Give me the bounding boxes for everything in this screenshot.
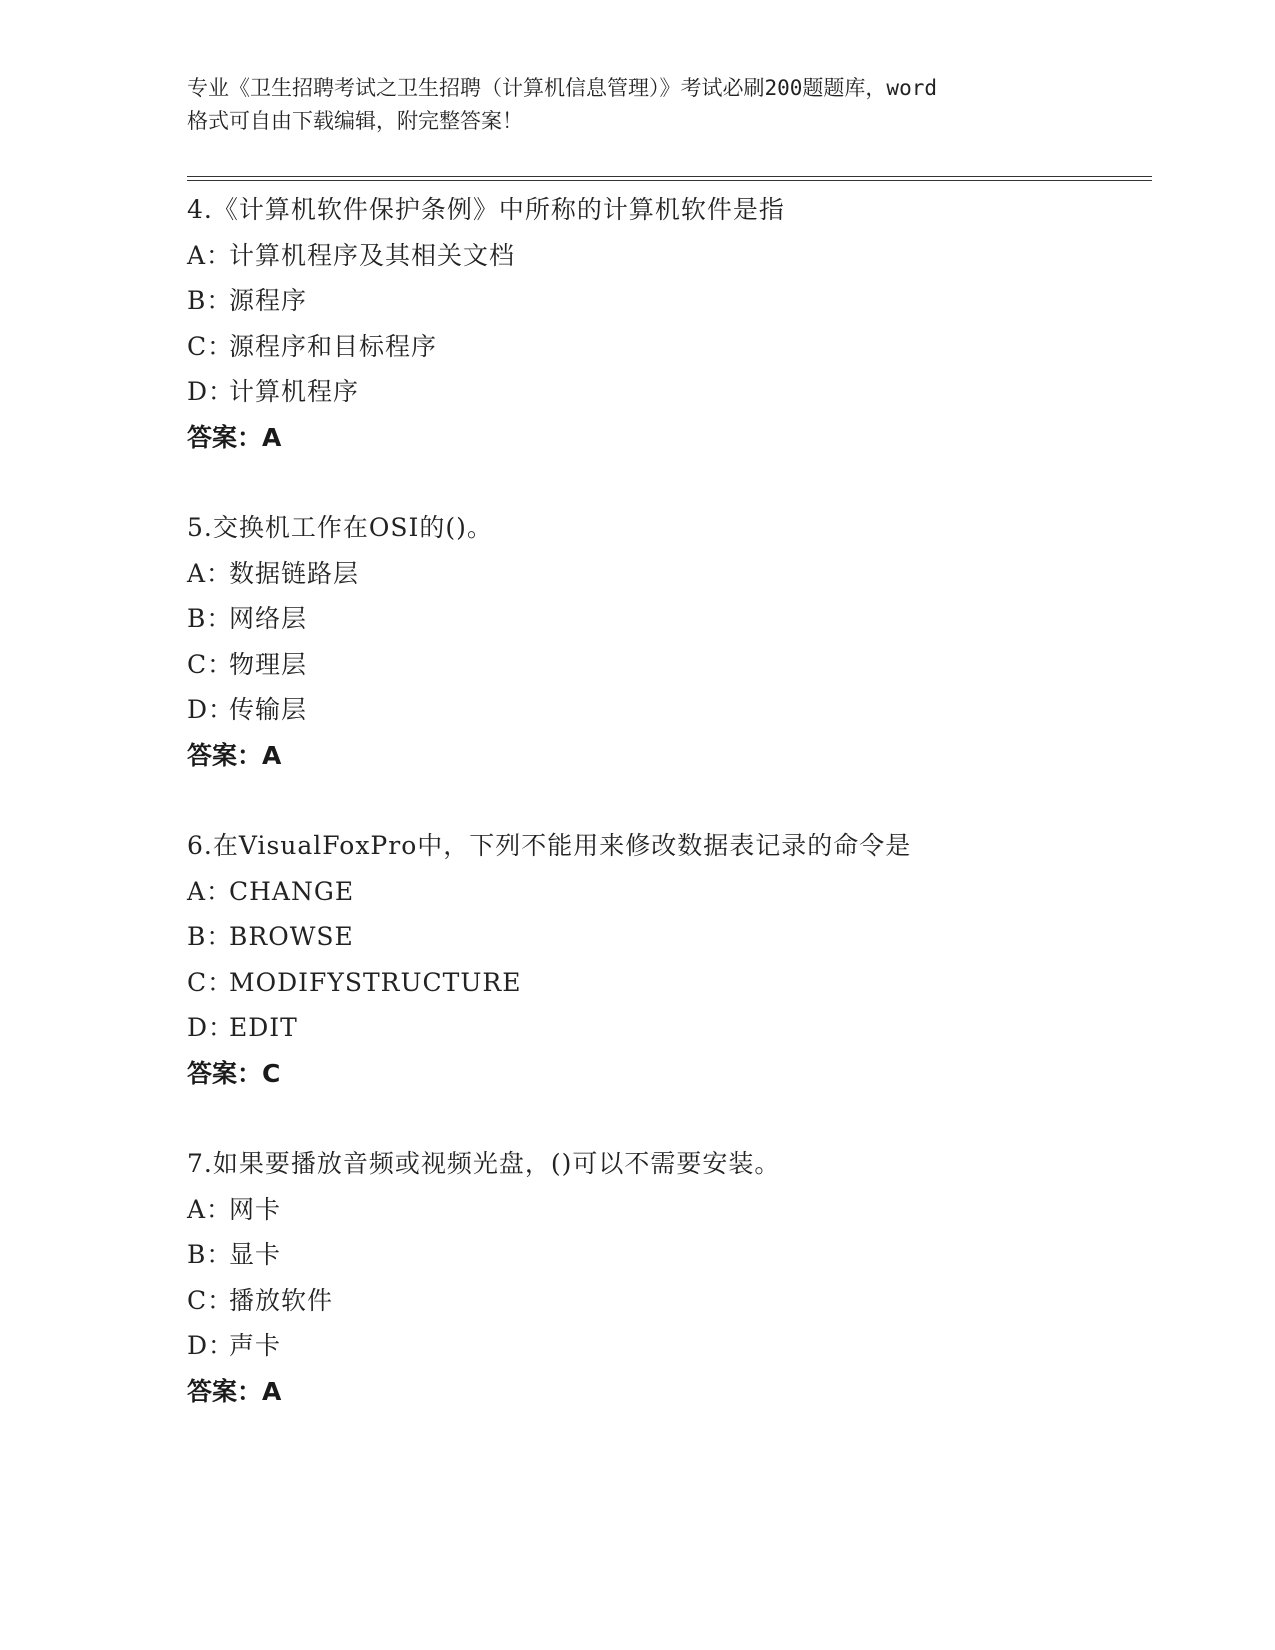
option-label: D：: [187, 695, 235, 724]
question-stem: 4.《计算机软件保护条例》中所称的计算机软件是指: [187, 195, 785, 224]
option-text: 源程序和目标程序: [229, 331, 438, 361]
answer-line: 答案：A: [187, 422, 282, 452]
option-label: D：: [187, 1013, 235, 1042]
option-b: [187, 596, 1147, 642]
option-c: [187, 1278, 1147, 1324]
option-label: C：: [187, 331, 234, 361]
option-d: [187, 1005, 1147, 1051]
option-text: 物理层: [229, 649, 308, 679]
option-c: [187, 960, 1147, 1006]
answer-line: 答案：C: [187, 1058, 281, 1088]
option-label: B：: [187, 1240, 233, 1269]
option-label: C：: [187, 1285, 234, 1315]
option-b: [187, 914, 1147, 960]
option-label: C：: [187, 967, 234, 997]
option-d: [187, 1323, 1147, 1369]
header-line-1: 专业《卫生招聘考试之卫生招聘（计算机信息管理）》考试必刷200题题库，word: [187, 76, 937, 100]
option-text: 传输层: [229, 695, 308, 724]
option-label: D：: [187, 1331, 235, 1360]
option-label: A：: [187, 1194, 233, 1224]
question-stem: 6.在VisualFoxPro中，下列不能用来修改数据表记录的命令是: [187, 831, 912, 860]
answer-line: 答案：A: [187, 1376, 282, 1406]
option-b: [187, 278, 1147, 324]
header-divider: [187, 176, 1152, 182]
option-a: [187, 233, 1147, 279]
question-5: [187, 505, 1147, 778]
header-line-2: 格式可自由下载编辑，附完整答案！: [187, 109, 523, 133]
option-b: [187, 1232, 1147, 1278]
option-text: 数据链路层: [229, 558, 360, 588]
option-text: BROWSE: [229, 922, 354, 951]
question-stem: 5.交换机工作在OSI的()。: [187, 513, 493, 542]
option-a: [187, 1187, 1147, 1233]
option-label: C：: [187, 649, 234, 679]
option-label: B：: [187, 286, 233, 315]
question-6: [187, 823, 1147, 1096]
option-text: 声卡: [229, 1331, 282, 1360]
option-text: 计算机程序及其相关文档: [229, 240, 516, 270]
document-header: [187, 72, 1087, 138]
option-d: [187, 687, 1147, 733]
question-stem: 7.如果要播放音频或视频光盘，()可以不需要安装。: [187, 1149, 781, 1178]
option-a: [187, 551, 1147, 597]
option-label: B：: [187, 922, 233, 951]
option-text: 源程序: [229, 286, 308, 315]
option-text: 显卡: [229, 1240, 282, 1269]
option-text: 网络层: [229, 604, 308, 633]
option-text: MODIFYSTRUCTURE: [229, 967, 522, 997]
option-a: [187, 869, 1147, 915]
option-c: [187, 642, 1147, 688]
option-text: 计算机程序: [229, 377, 360, 406]
option-text: 播放软件: [229, 1285, 334, 1315]
option-text: 网卡: [229, 1194, 282, 1224]
answer-line: 答案：A: [187, 740, 282, 770]
question-7: [187, 1141, 1147, 1414]
option-label: A：: [187, 240, 233, 270]
option-label: A：: [187, 876, 233, 906]
option-label: B：: [187, 604, 233, 633]
option-text: EDIT: [229, 1013, 298, 1042]
option-label: A：: [187, 558, 233, 588]
option-d: [187, 369, 1147, 415]
option-text: CHANGE: [229, 876, 355, 906]
option-label: D：: [187, 377, 235, 406]
option-c: [187, 324, 1147, 370]
question-list: [187, 187, 1147, 1459]
question-4: [187, 187, 1147, 460]
